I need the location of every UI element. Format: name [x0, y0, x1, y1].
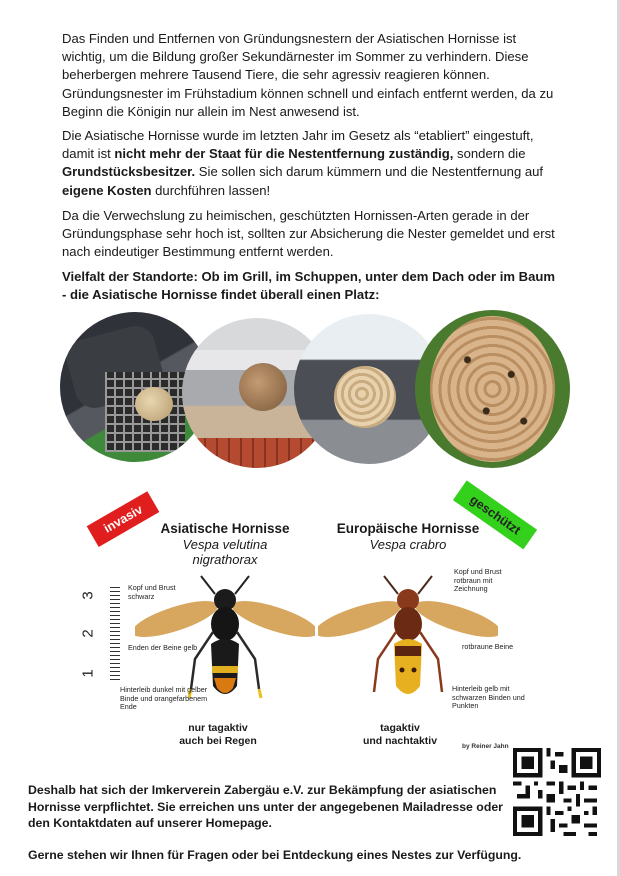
asian-hornet-name: Asiatische Hornisse — [160, 521, 290, 536]
european-hornet-name: Europäische Hornisse — [336, 521, 480, 536]
final-statement: Gerne stehen wir Ihnen für Fragen oder bei Entdeckung eines Nestes zur Verfügung. — [28, 848, 522, 862]
size-ruler — [79, 585, 130, 685]
p2-text-e: Sie sollen sich darum kümmern und die Nestentfernung auf — [195, 164, 544, 180]
p2-text-c: sondern die — [453, 146, 526, 162]
european-activity-caption — [350, 722, 450, 748]
european-hornet-title — [333, 521, 483, 552]
intro-paragraph-3: Da die Verwechslung zu heimischen, geschützten Hornissen-Arten gerade in der Gründungsphase sehr hoch ist, sollten zur Absicherung die Nester gemeldet und erst nach eindeutiger Bestimmung entfernt werden. — [62, 208, 555, 260]
intro-paragraph-2 — [62, 127, 562, 200]
european-label-abdomen: Hinterleib gelb mit schwarzen Binden und Punkten — [452, 684, 525, 711]
asian-caption-line-2: auch bei Regen — [179, 735, 257, 747]
european-label-legs: rotbraune Beine — [462, 642, 514, 651]
asian-label-head: Kopf und Brust schwarz — [128, 583, 176, 601]
nest-photo-strip — [60, 310, 570, 475]
asian-hornet-latin: Vespa velutina nigrathorax — [182, 537, 268, 567]
european-hornet-latin: Vespa crabro — [369, 537, 447, 552]
ruler-label-1: 1 — [79, 669, 97, 678]
european-caption-line-2: und nachtaktiv — [362, 735, 438, 747]
qr-code[interactable] — [513, 748, 601, 836]
p2-text-g: durchführen lassen! — [151, 182, 271, 198]
intro-paragraph-1: Das Finden und Entfernen von Gründungsnestern der Asiatischen Hornisse ist wichtig, um die Bildung großer Sekundärnester im Sommer zu verhindern. Diese beherbergen mehrere Tausend Tiere, die sehr agressiv reagieren können. Gründungsnester im Frühstadium können schnell und einfach entfernt werden, da zu Beginn die Königin nur allein im Nest anwesend ist. — [62, 31, 554, 119]
p2-text-a: Die Asiatische Hornisse wurde im letzten Jahr im Gesetz als “etabliert” eingestuft, damit ist — [62, 128, 534, 162]
p2-bold-state: nicht mehr der Staat für die Nestentfernung zuständig, — [114, 146, 454, 162]
p2-bold-costs: eigene Kosten — [62, 182, 152, 198]
locations-heading: Vielfalt der Standorte: Ob im Grill, im Schuppen, unter dem Dach oder im Baum - die Asiatische Hornisse findet überall einen Platz: — [62, 269, 556, 303]
illustration-credit: by Reiner Jahn — [462, 743, 509, 750]
closing-paragraph: Deshalb hat sich der Imkerverein Zabergäu e.V. zur Bekämpfung der asiatischen Hornisse verpflichtet. Sie erreichen uns unter der angegebenen Mailadresse oder den Kontaktdaten auf unserer Homepage. — [28, 783, 503, 830]
ruler-label-2: 2 — [79, 629, 97, 638]
asian-caption-line-1: nur tagaktiv — [188, 722, 248, 734]
european-caption-line-1: tagaktiv — [380, 722, 420, 734]
ruler-label-3: 3 — [79, 591, 97, 600]
asian-label-legs: Enden der Beine gelb — [128, 643, 198, 652]
asian-label-abdomen: Hinterleib dunkel mit gelber Binde und orangefarbenem Ende — [120, 685, 208, 712]
european-label-head: Kopf und Brust rotbraun mit Zeichnung — [454, 567, 502, 594]
asian-hornet-title — [150, 521, 300, 567]
protected-badge: geschützt — [453, 480, 537, 549]
p2-bold-owners: Grundstücksbesitzer. — [62, 164, 196, 180]
asian-activity-caption — [168, 722, 268, 748]
invasive-badge: invasiv — [87, 491, 160, 547]
photo-nest-in-tree — [415, 310, 570, 468]
